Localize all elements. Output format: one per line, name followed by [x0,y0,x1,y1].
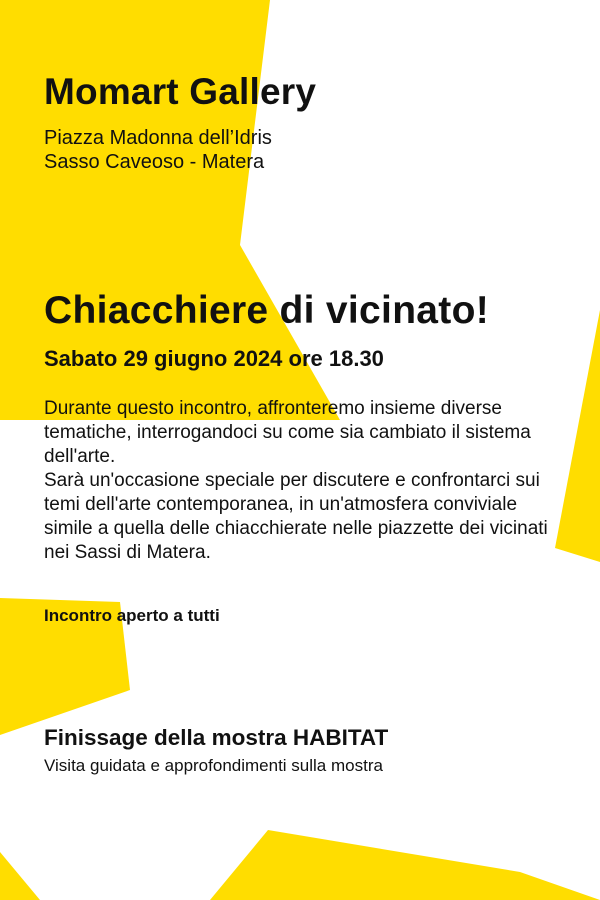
event-description [44,397,564,565]
finissage-subtitle: Visita guidata e approfondimenti sulla mostra [44,756,383,775]
open-to-all-note: Incontro aperto a tutti [44,606,220,625]
finissage-title: Finissage della mostra HABITAT [44,725,389,750]
gallery-name: Momart Gallery [44,71,317,112]
yellow-shape-bottom [210,830,600,900]
address-line-2: Sasso Caveoso - Matera [44,151,265,173]
yellow-shape-bottom-left [0,852,40,900]
description-paragraph-2: Sarà un'occasione speciale per discutere e confrontarci sui temi dell'arte contemporanea, in un'atmosfera conviviale simile a quella delle chiacchierate nelle piazzette dei vicinati nei Sassi di Matera. [44,470,548,563]
event-date: Sabato 29 giugno 2024 ore 18.30 [44,346,384,371]
event-title: Chiacchiere di vicinato! [44,289,489,332]
description-paragraph-1: Durante questo incontro, affronteremo insieme diverse tematiche, interrogandoci su come sia cambiato il sistema dell'arte. [44,398,531,467]
address-line-1: Piazza Madonna dell’Idris [44,127,272,149]
